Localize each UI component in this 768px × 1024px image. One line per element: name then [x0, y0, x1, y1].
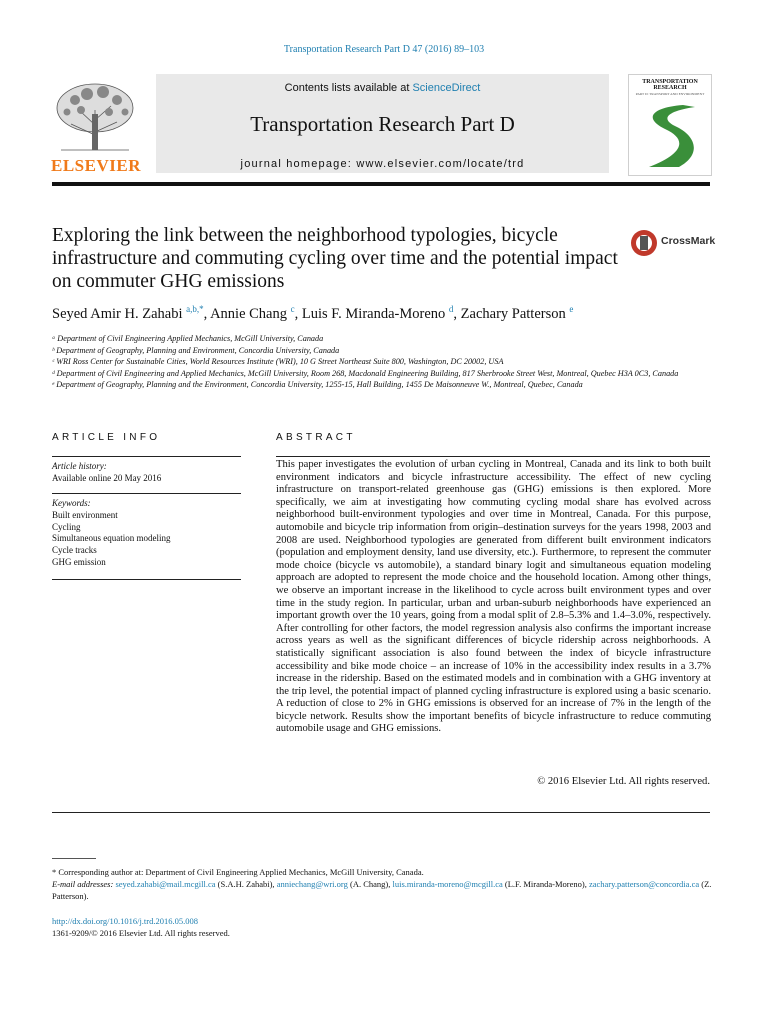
keyword: Cycle tracks: [52, 545, 97, 556]
footnote-rule: [52, 858, 96, 859]
keyword: Built environment: [52, 509, 118, 520]
history-label: Article history:: [52, 461, 107, 471]
cover-road-graphic: [635, 103, 705, 169]
elsevier-wordmark: ELSEVIER: [51, 156, 141, 175]
author-name[interactable]: Luis F. Miranda-Moreno: [301, 305, 446, 322]
article-history: [52, 460, 161, 484]
journal-banner: [156, 74, 609, 173]
cover-title: TRANSPORTATION RESEARCH: [642, 79, 698, 91]
author-affiliation-marker[interactable]: c: [290, 304, 295, 314]
corresponding-author-note: * Corresponding author at: Department of Civil Engineering Applied Mechanics, McGill University, Canada.: [52, 867, 424, 877]
journal-cover-thumbnail[interactable]: [628, 74, 712, 176]
affiliation: ᵃ Department of Civil Engineering Applied Mechanics, McGill University, Canada: [52, 334, 324, 343]
cover-subtitle: PART D: TRANSPORT AND ENVIRONMENT: [635, 92, 705, 96]
affiliation: ᵇ Department of Geography, Planning and Environment, Concordia University, Canada: [52, 345, 340, 355]
keywords: [52, 498, 171, 569]
email-owner: (S.A.H. Zahabi),: [217, 879, 275, 889]
doi-link[interactable]: http://dx.doi.org/10.1016/j.trd.2016.05.008: [52, 916, 198, 926]
divider: [52, 812, 710, 813]
email-owner: (A. Chang),: [349, 879, 391, 889]
email-link[interactable]: anniechang@wri.org: [276, 879, 348, 889]
keywords-label: Keywords:: [52, 498, 91, 508]
journal-homepage[interactable]: journal homepage: www.elsevier.com/locate/trd: [240, 158, 525, 170]
author-affiliation-marker[interactable]: d: [448, 304, 454, 314]
history-value: Available online 20 May 2016: [52, 473, 162, 483]
abstract-text: This paper investigates the evolution of urban cycling in Montreal, Canada and its link to both built environment indicators and bicycle infrastructure accessibility. The effect of new cycling infrastructure on transport-related greenhouse gas (GHG) emissions is then explored. More specifically, we aim at investigating how commuting cycling modal share has evolved across neighborhood built-environment typologies and over time in Montreal, Canada. For this purpose, automobile and bicycle trip information from origin–destination surveys for the years 1998, 2003 and 2008 are used. Neighborhood typologies are generated from different built environment indicators (population and employment density, land use diversity, etc.). Furthermore, to represent the commuter mode choice (bicycle vs automobile), a standard binary logit and simultaneous equation modeling approach are adopted to represent the mode choice and the household location. Among other things, we observe an important increase in the likelihood to cycle across built environment types and over time in the study region. In particular, urban and urban-suburb neighborhoods have experienced an important growth over the 10 years, going from a modal split of 2.8–5.3% and 1.4–3.0%, respectively. After controlling for other factors, the model regression analysis also confirms the important increase across years as well as the significant differences of bicycle ridership across neighborhoods. A statistically significant association is also found between the index of bicycle infrastructure accessibility and bike mode choice – an increase of 10% in the accessibility index results in a 3.7% increase in the ridership. Based on the estimated models and in combination with a GHG inventory at the trip level, the potential impact of planned cycling infrastructure is explored using a basic scenario. A reduction of close to 2% in GHG emissions is observed for an increase of 7% in the length of the bicycle network. Results show the important benefits of bicycle infrastructure to reduce commuting automobile usage and GHG emissions.: [276, 459, 711, 735]
author-name[interactable]: Annie Chang: [210, 305, 287, 322]
email-owner: (L.F. Miranda-Moreno),: [504, 879, 587, 889]
author-affiliation-marker[interactable]: a,b,*: [186, 304, 204, 314]
affiliation: ᵈ Department of Civil Engineering and Applied Mechanics, McGill University, Room 268, Macdonald Engineering Building, 817 Sherbrooke Street West, Montreal, Quebec H3A 0C3, Canada: [52, 368, 679, 378]
journal-name: Transportation Research Part D: [250, 112, 515, 136]
crossmark-label: CrossMark: [661, 235, 716, 247]
keyword: Cycling: [52, 521, 81, 532]
email-link[interactable]: luis.miranda-moreno@mcgill.ca: [392, 879, 503, 889]
affiliations: [52, 333, 712, 391]
contents-prefix: Contents lists available at: [284, 82, 413, 94]
header-rule: [52, 182, 710, 186]
abstract-copyright: © 2016 Elsevier Ltd. All rights reserved.: [537, 776, 710, 787]
divider: [276, 456, 710, 457]
divider: [52, 456, 241, 457]
author-list: Seyed Amir H. Zahabi $^{a,b,*}$, Annie Chang $^c$, Luis F. Miranda-Moreno $^d$, Zachary Patterson $^e$: [52, 304, 574, 322]
email-label: E-mail addresses:: [52, 879, 114, 889]
email-link[interactable]: zachary.patterson@concordia.ca: [588, 879, 700, 889]
author-name[interactable]: Seyed Amir H. Zahabi: [52, 305, 183, 322]
affiliation: ᵉ Department of Geography, Planning and the Environment, Concordia University, 1255-15, Hall Building, 1455 De Maisonneuve W., Montreal, Quebec, Canada: [52, 380, 583, 390]
divider: [52, 579, 241, 580]
author-affiliation-marker[interactable]: e: [569, 304, 574, 314]
article-title: Exploring the link between the neighborhood typologies, bicycle infrastructure and commuting cycling over time and the potential impact on commuter GHG emissions: [52, 225, 618, 292]
author-name[interactable]: Zachary Patterson: [460, 305, 566, 322]
crossmark-icon: [629, 228, 659, 258]
article-info-heading: ARTICLE INFO: [52, 432, 161, 443]
email-addresses: [52, 878, 712, 902]
crossmark-badge[interactable]: [629, 228, 716, 258]
journal-reference-link[interactable]: Transportation Research Part D 47 (2016) 89–103: [283, 44, 485, 55]
issn-copyright: 1361-9209/© 2016 Elsevier Ltd. All rights reserved.: [52, 928, 230, 938]
footnotes: [52, 866, 712, 902]
abstract-heading: ABSTRACT: [276, 432, 356, 443]
sciencedirect-link[interactable]: ScienceDirect: [412, 82, 481, 94]
keyword: Simultaneous equation modeling: [52, 533, 171, 544]
affiliation: ᶜ WRI Ross Center for Sustainable Cities, World Resources Institute (WRI), 10 G Street Northeast Suite 800, Washington, DC 20002, USA: [52, 357, 504, 367]
contents-line: [156, 82, 609, 94]
keyword: GHG emission: [52, 556, 106, 567]
email-link[interactable]: seyed.zahabi@mail.mcgill.ca: [115, 879, 216, 889]
divider: [52, 493, 241, 494]
email-owner: (Z. Patterson).: [52, 879, 712, 901]
